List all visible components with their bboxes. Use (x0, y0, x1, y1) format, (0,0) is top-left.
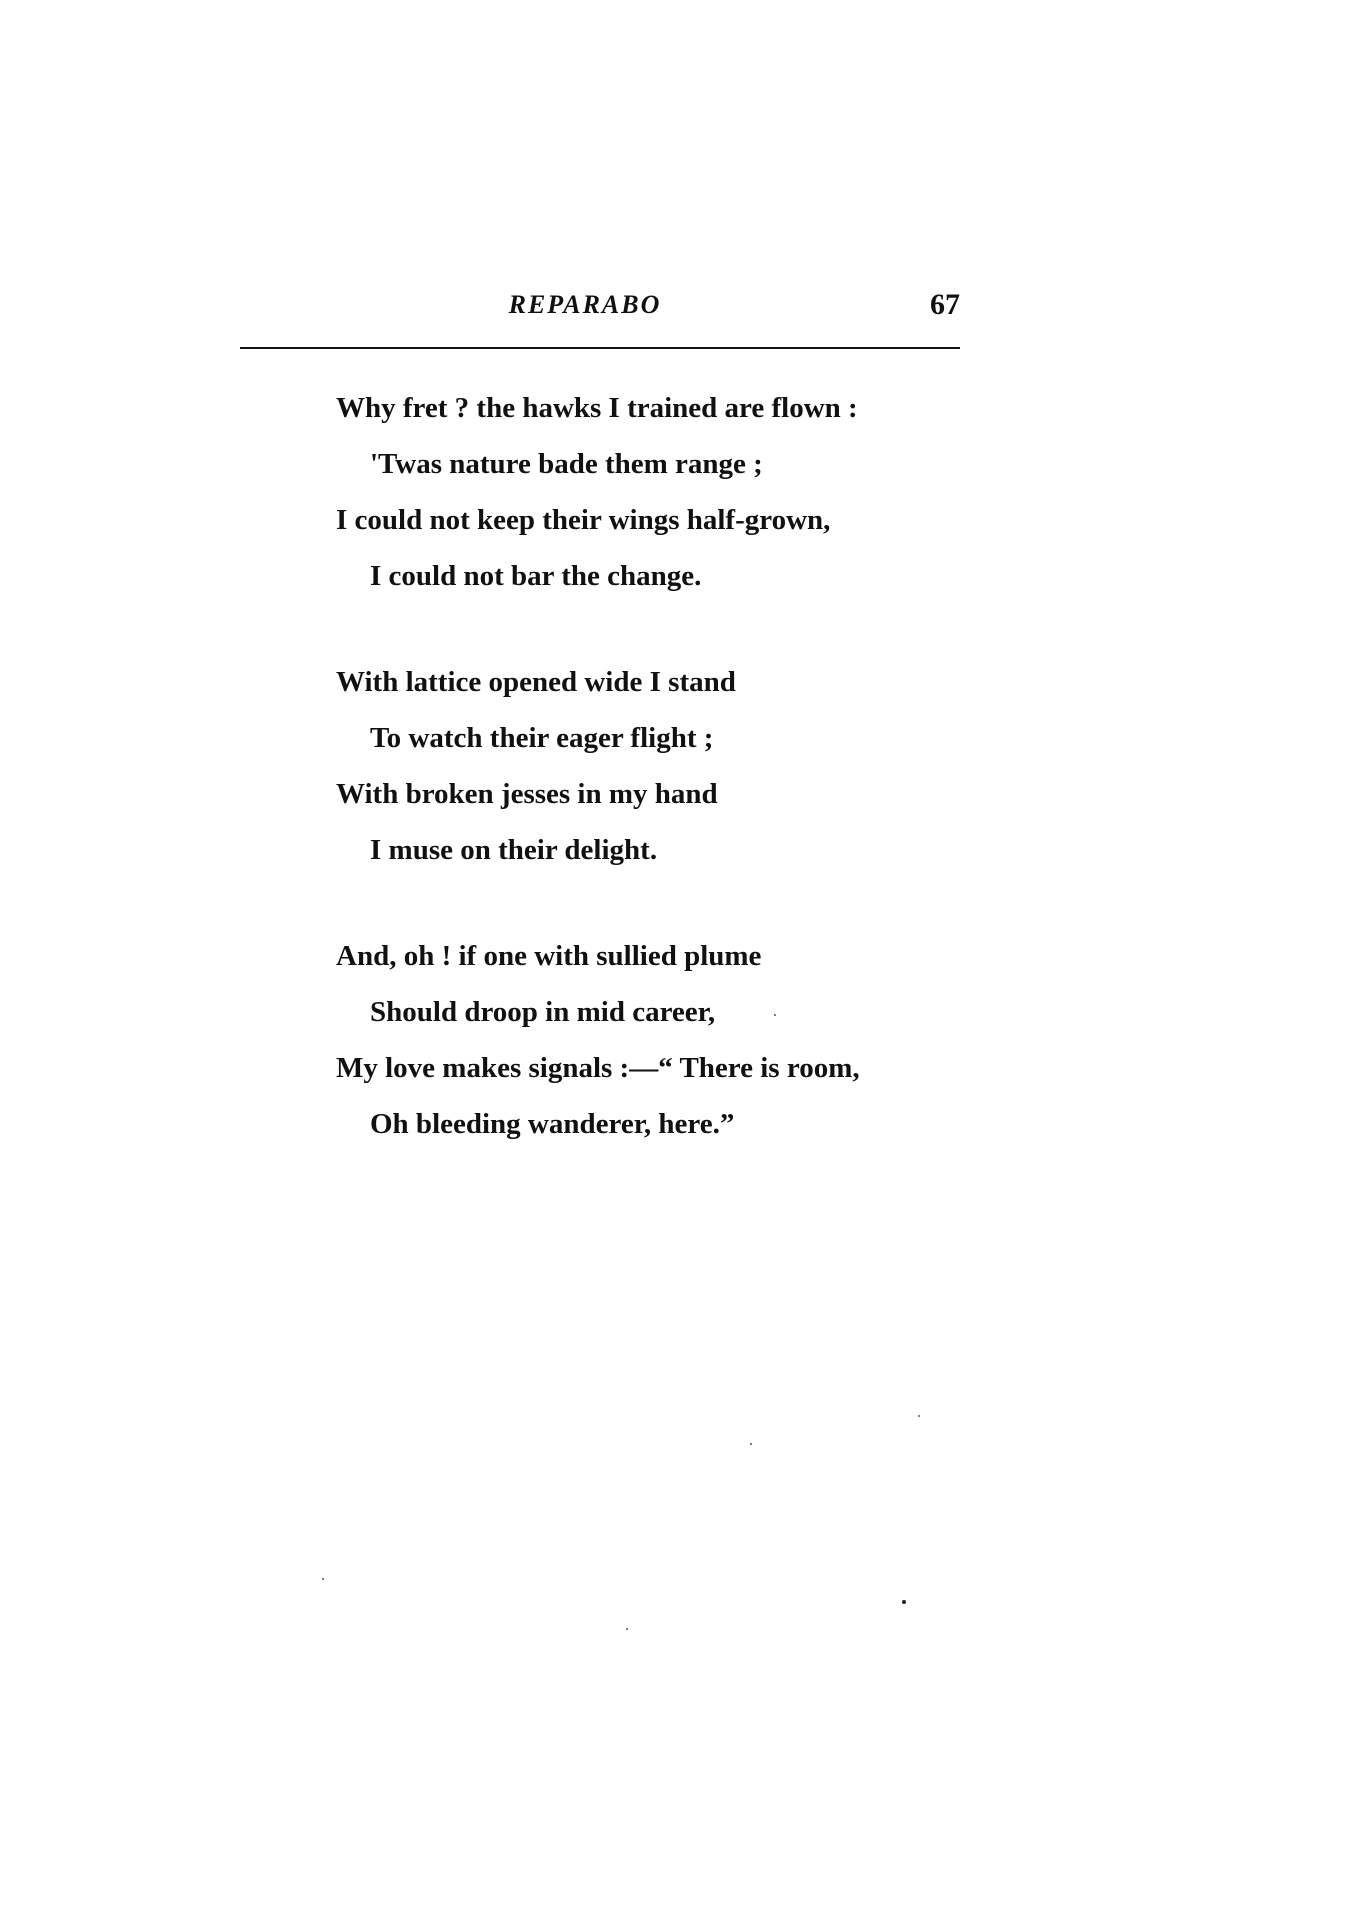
poem (336, 380, 976, 1202)
scan-speck (626, 1628, 628, 1630)
scan-speck (750, 1443, 752, 1445)
poem-line: I could not bar the change. (370, 560, 702, 592)
scan-speck (774, 1014, 776, 1016)
poem-line: And, oh ! if one with sullied plume (336, 940, 762, 972)
scan-speck (902, 1600, 906, 1604)
poem-line: 'Twas nature bade them range ; (370, 448, 763, 480)
stanza-2 (336, 654, 976, 878)
poem-line: I muse on their delight. (370, 834, 658, 866)
poem-line: Should droop in mid career, (370, 996, 716, 1028)
stanza-3 (336, 928, 976, 1152)
poem-line: My love makes signals :—“ There is room, (336, 1052, 860, 1084)
poem-line: Oh bleeding wanderer, here.” (370, 1108, 735, 1140)
poem-line: Why fret ? the hawks I trained are flown : (336, 392, 858, 424)
running-title: REPARABO (508, 290, 662, 319)
stanza-1 (336, 380, 976, 604)
running-header (240, 290, 960, 330)
scan-speck (322, 1578, 324, 1580)
page-number: 67 (930, 288, 960, 321)
header-rule (240, 347, 960, 349)
poem-line: With lattice opened wide I stand (336, 666, 736, 698)
poem-line: I could not keep their wings half-grown, (336, 504, 831, 536)
scan-speck (918, 1415, 920, 1417)
poem-line: To watch their eager flight ; (370, 722, 714, 754)
poem-line: With broken jesses in my hand (336, 778, 718, 810)
